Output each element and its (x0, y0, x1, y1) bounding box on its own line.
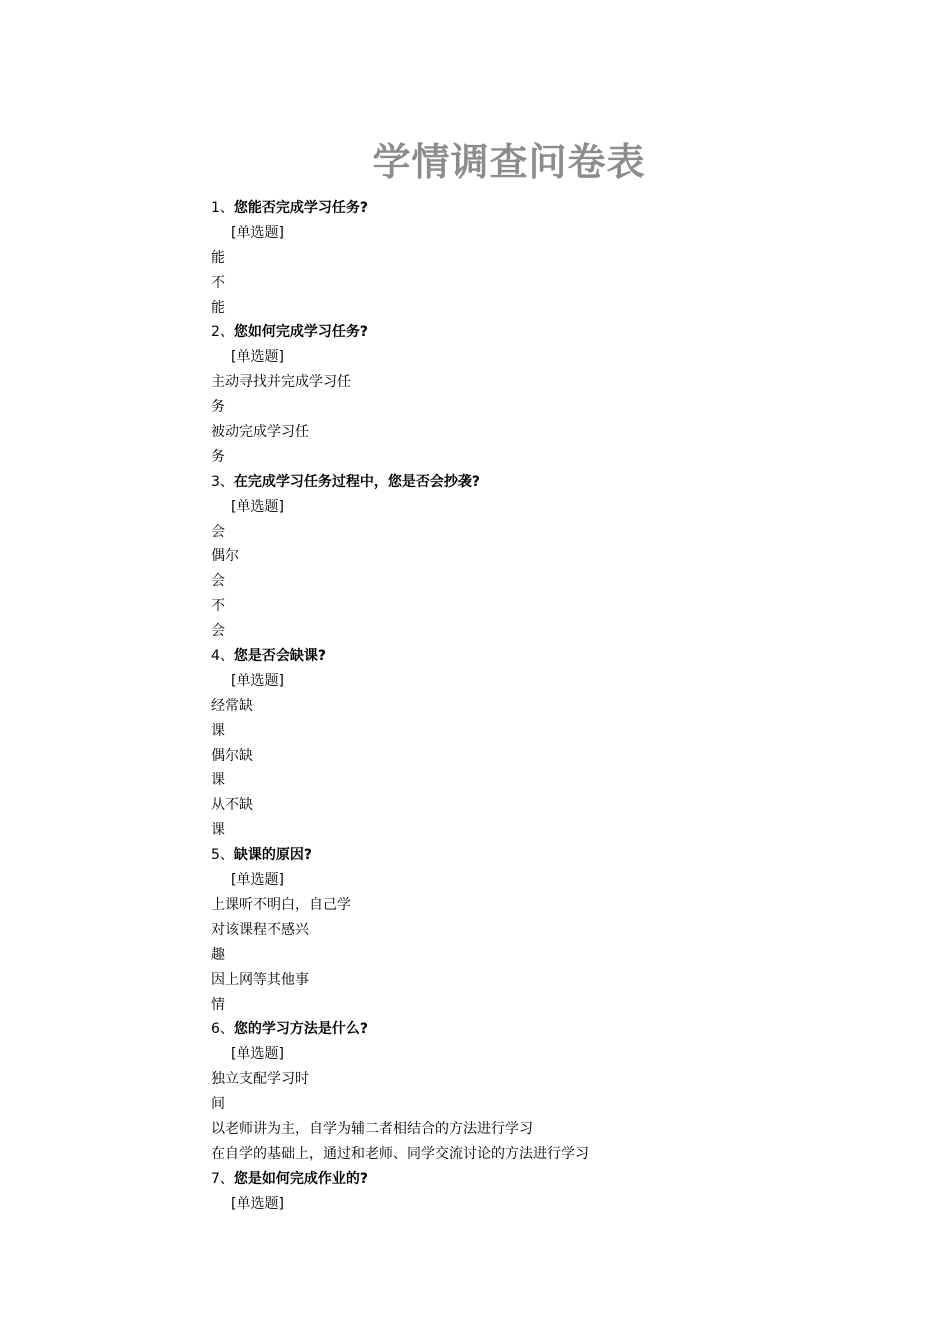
question-title (211, 470, 811, 495)
question-text: 您如何完成学习任务? (233, 324, 369, 341)
option-line: 经常缺 (211, 697, 253, 714)
option-line: 课 (211, 722, 225, 739)
option-line: 能 (211, 299, 225, 316)
question-number: 5、 (211, 847, 234, 864)
option-line: 务 (211, 399, 225, 416)
question-number: 6、 (211, 1021, 234, 1038)
question-type: [单选题] (231, 1195, 284, 1212)
option-line: 偶尔缺 (211, 747, 253, 764)
question-text: 您的学习方法是什么? (233, 1021, 369, 1038)
question-text: 您是如何完成作业的? (233, 1170, 369, 1187)
option-line: 因上网等其他事 (211, 971, 309, 988)
option-line: 能 (211, 249, 225, 266)
option-line: 被动完成学习任 (211, 424, 309, 441)
option-line: 在自学的基础上，通过和老师、同学交流讨论的方法进行学习 (211, 1145, 589, 1162)
question-text: 您是否会缺课? (233, 648, 327, 665)
question-type: [单选题] (231, 672, 284, 689)
question-title (211, 843, 811, 868)
question-type: [单选题] (231, 1046, 284, 1063)
question-type: [单选题] (231, 498, 284, 515)
question-title (211, 1017, 811, 1042)
question-number: 7、 (211, 1170, 234, 1187)
option-line: 独立支配学习时 (211, 1071, 309, 1088)
option-line: 会 (211, 623, 225, 640)
option-line: 偶尔 (211, 548, 239, 565)
option-line: 情 (211, 996, 225, 1013)
option-line: 主动寻找并完成学习任 (211, 374, 351, 391)
option-line: 课 (211, 772, 225, 789)
option-line: 不 (211, 598, 225, 615)
option-line: 课 (211, 822, 225, 839)
option-line: 不 (211, 274, 225, 291)
question-title (211, 644, 811, 669)
option-line: 间 (211, 1096, 225, 1113)
question-title (211, 320, 811, 345)
question-type: [单选题] (231, 224, 284, 241)
questionnaire (211, 196, 811, 1217)
question-title (211, 1167, 811, 1192)
question-text: 缺课的原因? (233, 847, 313, 864)
question-type: [单选题] (231, 349, 284, 366)
question-text: 在完成学习任务过程中，您是否会抄袭? (233, 473, 481, 490)
option-line: 从不缺 (211, 797, 253, 814)
question-type: [单选题] (231, 872, 284, 889)
option-line: 以老师讲为主，自学为辅二者相结合的方法进行学习 (211, 1120, 533, 1137)
question-number: 3、 (211, 473, 234, 490)
option-line: 上课听不明白，自己学 (211, 896, 351, 913)
question-title (211, 196, 811, 221)
option-line: 会 (211, 573, 225, 590)
question-number: 2、 (211, 324, 234, 341)
option-line: 趣 (211, 946, 225, 963)
question-text: 您能否完成学习任务? (233, 200, 369, 216)
question-number: 4、 (211, 648, 234, 665)
question-number: 1、 (211, 200, 234, 216)
page-title: 学情调查问卷表 (372, 139, 646, 184)
option-line: 务 (211, 448, 225, 465)
option-line: 对该课程不感兴 (211, 921, 309, 938)
option-line: 会 (211, 523, 225, 540)
